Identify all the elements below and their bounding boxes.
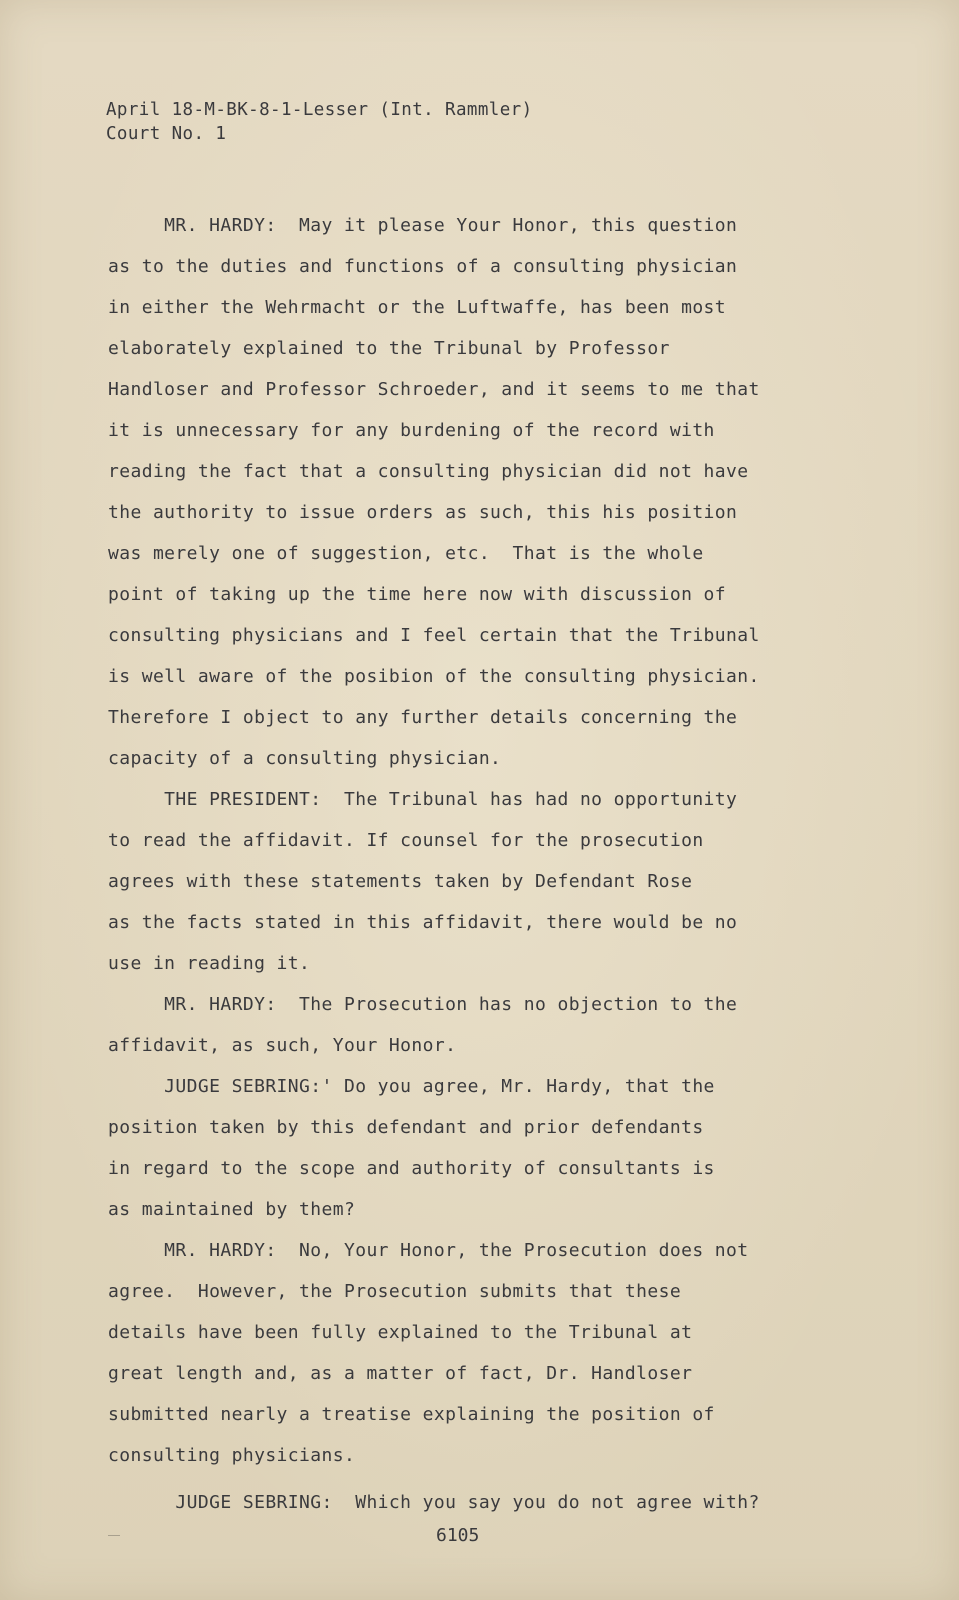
body-line: MR. HARDY: The Prosecution has no objection to the — [108, 994, 738, 1015]
body-line: details have been fully explained to the Tribunal at — [108, 1322, 693, 1343]
body-line: affidavit, as such, Your Honor. — [108, 1035, 457, 1056]
body-line: capacity of a consulting physician. — [108, 748, 502, 769]
body-line: JUDGE SEBRING: Which you say you do not agree with? — [108, 1492, 760, 1513]
body-line: in regard to the scope and authority of consultants is — [108, 1158, 715, 1179]
body-line: was merely one of suggestion, etc. That is the whole — [108, 543, 704, 564]
body-line: reading the fact that a consulting physician did not have — [108, 461, 749, 482]
body-line: as maintained by them? — [108, 1199, 356, 1220]
body-line: point of taking up the time here now with discussion of — [108, 584, 727, 605]
header-line-2: Court No. 1 — [106, 124, 227, 144]
body-line: use in reading it. — [108, 953, 311, 974]
body-line: to read the affidavit. If counsel for the prosecution — [108, 830, 704, 851]
body-line: Handloser and Professor Schroeder, and it seems to me that — [108, 379, 760, 400]
margin-mark — [108, 1535, 120, 1536]
body-line: in either the Wehrmacht or the Luftwaffe, has been most — [108, 297, 727, 318]
body-line: elaborately explained to the Tribunal by Professor — [108, 338, 670, 359]
body-line: it is unnecessary for any burdening of the record with — [108, 420, 715, 441]
body-line: consulting physicians and I feel certain that the Tribunal — [108, 625, 760, 646]
body-line: as the facts stated in this affidavit, there would be no — [108, 912, 738, 933]
body-line: as to the duties and functions of a consulting physician — [108, 256, 738, 277]
body-line: agrees with these statements taken by Defendant Rose — [108, 871, 693, 892]
body-line: consulting physicians. — [108, 1445, 356, 1466]
body-line: great length and, as a matter of fact, Dr. Handloser — [108, 1363, 693, 1384]
body-line: MR. HARDY: May it please Your Honor, this question — [108, 215, 738, 236]
body-line: the authority to issue orders as such, this his position — [108, 502, 738, 523]
body-line: JUDGE SEBRING:' Do you agree, Mr. Hardy, that the — [108, 1076, 715, 1097]
body-line: position taken by this defendant and prior defendants — [108, 1117, 704, 1138]
body-line: Therefore I object to any further details concerning the — [108, 707, 738, 728]
body-line: MR. HARDY: No, Your Honor, the Prosecution does not — [108, 1240, 749, 1261]
body-line: agree. However, the Prosecution submits that these — [108, 1281, 682, 1302]
header-line-1: April 18-M-BK-8-1-Lesser (Int. Rammler) — [106, 100, 533, 120]
body-line: is well aware of the posibion of the consulting physician. — [108, 666, 760, 687]
body-line: THE PRESIDENT: The Tribunal has had no opportunity — [108, 789, 738, 810]
body-line: submitted nearly a treatise explaining the position of — [108, 1404, 715, 1425]
page-number: 6105 — [436, 1525, 480, 1546]
